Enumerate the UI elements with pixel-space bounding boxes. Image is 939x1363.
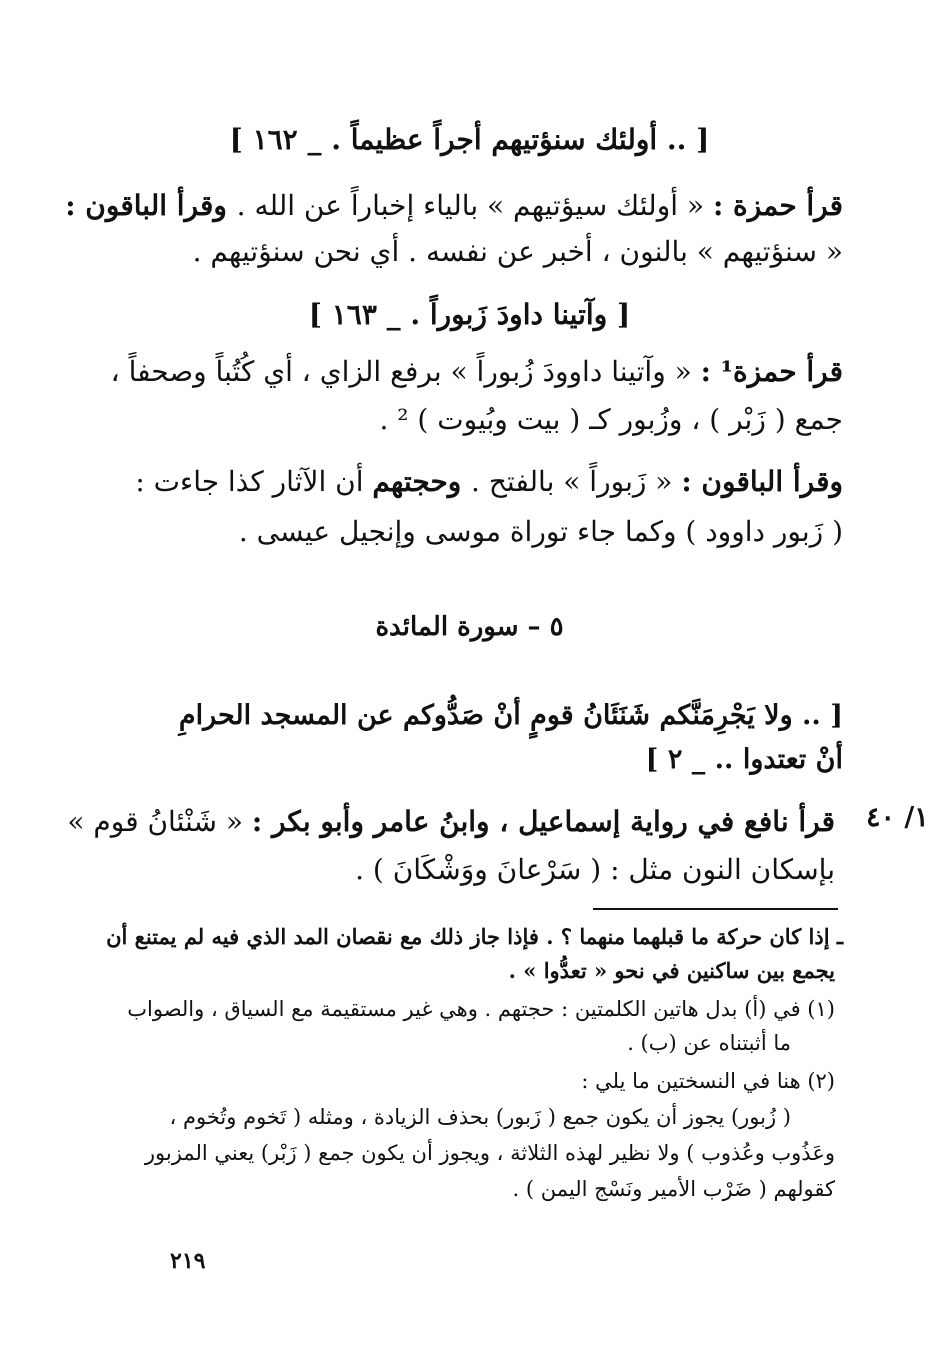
reading-others-163-line2: ( زَبور داوود ) وكما جاء توراة موسى وإنجيل عيسى . (238, 515, 843, 548)
reading-text: « وآتينا داوودَ زُبوراً » برفع الزاي ، أي كُتُباً وصحفاً ، (110, 355, 701, 388)
reading-text: « شَنْئانُ قوم » (67, 805, 252, 838)
verse-162-heading: [ .. أولئك سنؤتيهم أجراً عظيماً . _ ١٦٢ ] (229, 123, 710, 156)
verse-2-heading-line1: [ .. ولا يَجْرِمَنَّكم شَنَئَانُ قومٍ أنْ صَدُّوكم عن المسجد الحرامِ (178, 700, 843, 731)
reading-text: أن الآثار كذا جاءت : (135, 465, 373, 498)
surah-heading: ٥ – سورة المائدة (375, 612, 564, 642)
footnote-separator (593, 908, 838, 910)
reading-hamza-162-line2: « سنؤتيهم » بالنون ، أخبر عن نفسه . أي نحن سنؤتيهم . (192, 235, 843, 268)
margin-reference: ١/ ٤٠ (866, 802, 929, 833)
footnote-continued-line2: يجمع بين ساكنين في نحو « تعدُّوا » . (508, 958, 835, 983)
reader-name: قرأ نافع في رواية إسماعيل ، وابنُ عامر وأبو بكر : (251, 805, 835, 838)
footnote-2-line2: ( زُبور) يجوز أن يكون جمع ( زَبور) بحذف الزيادة ، ومثله ( تَخوم وتُخوم ، (169, 1105, 791, 1129)
footnote-1-line2: ما أثبتناه عن (ب) . (627, 1031, 791, 1055)
reader-name: وقرأ الباقون : (681, 465, 843, 498)
reading-hamza-163-line1 (111, 352, 843, 392)
footnote-2-line4: كقولهم ( ضَرْب الأمير ونَسْج اليمن ) . (512, 1177, 835, 1201)
footnote-2-line3: وعَذُوب وعُذوب ) ولا نظير لهذه الثلاثة ، ويجوز أن يكون جمع ( زَبْر) يعني المزبور (144, 1141, 835, 1165)
reading-nafi-line2: بإسكان النون مثل : ( سَرْعانَ ووَشْكَانَ ) . (355, 853, 835, 886)
verse-2-heading-line2: أنْ تعتدوا .. _ ٢ ] (645, 744, 843, 775)
argument-label: وحجتهم (372, 465, 472, 498)
reading-hamza-162-line1 (65, 186, 843, 226)
reading-hamza-163-line2: جمع ( زَبْر ) ، وزُبور كـ ( بيت وبُيوت ) ² . (379, 403, 843, 436)
reader-name: قرأ حمزة : (712, 189, 843, 222)
reading-others-163-line1 (135, 462, 843, 502)
page-number: ٢١٩ (170, 1248, 206, 1274)
reader-name: قرأ حمزة¹ : (700, 355, 843, 388)
footnote-continued-line1: ـ إذا كان حركة ما قبلهما منهما ؟ . فإذا جاز ذلك مع نقصان المد الذي فيه لم يمتنع أن (106, 924, 843, 949)
verse-163-heading: [ وآتينا داودَ زَبوراً . _ ١٦٣ ] (308, 298, 631, 331)
footnote-2-line1: (٢) هنا في النسختين ما يلي : (581, 1069, 835, 1093)
reading-nafi-line1 (67, 802, 835, 842)
reading-text: « أولئك سيؤتيهم » بالياء إخباراً عن الله . (236, 189, 713, 222)
reader-name: وقرأ الباقون : (65, 189, 237, 222)
reading-text: « زَبوراً » بالفتح . (471, 465, 682, 498)
footnote-1-line1: (١) في (أ) بدل هاتين الكلمتين : حجتهم . وهي غير مستقيمة مع السياق ، والصواب (127, 997, 835, 1021)
